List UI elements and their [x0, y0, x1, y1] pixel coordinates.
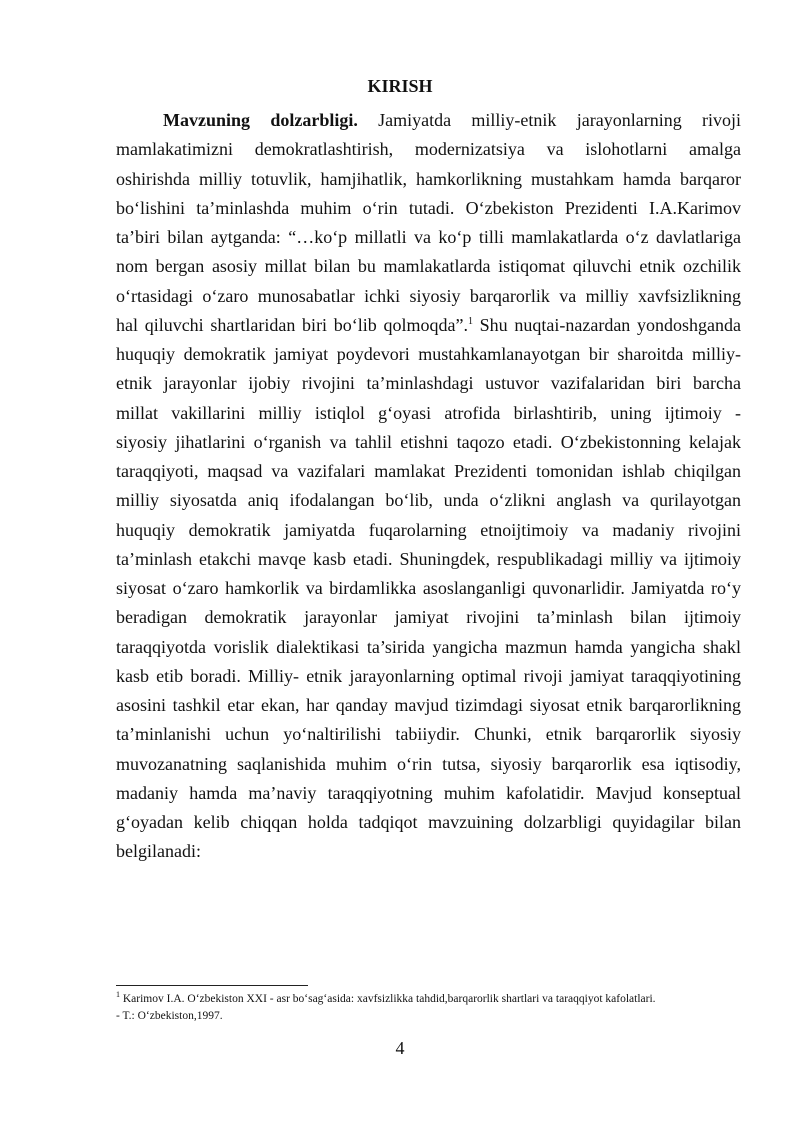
footnote: [116, 991, 746, 1025]
paragraph-line: ta’biri bilan aytganda: “…ko‘p millatli va ko‘p tilli mamlakatlarda o‘z davlatlariga: [116, 227, 741, 247]
paragraph-line: milliy siyosatda aniq ifodalangan bo‘lib, unda o‘zlikni anglash va qurilayotgan: [116, 490, 741, 511]
paragraph-line: muvozanatning saqlanishida muhim o‘rin tutsa, siyosiy barqarorlik esa iqtisodiy,: [116, 753, 741, 774]
footnote-marker: 1: [116, 990, 120, 1000]
page-number: 4: [395, 1038, 405, 1058]
footnote-reference[interactable]: 1: [467, 315, 473, 327]
paragraph-line: Mavzuning dolzarbligi. Jamiyatda milliy-etnik jarayonlarning rivoji: [163, 110, 741, 130]
paragraph-line: beradigan demokratik jarayonlar jamiyat rivojini ta’minlash bilan ijtimoiy: [116, 607, 741, 628]
footnote-line: - T.: O‘zbekiston,1997.: [116, 1010, 223, 1022]
paragraph-line: huquqiy demokratik jamiyatda fuqarolarning etnoijtimoiy va madaniy rivojini: [116, 519, 741, 540]
paragraph-line: ta’minlash etakchi mavqe kasb etadi. Shuningdek, respublikadagi milliy va ijtimoiy: [116, 548, 741, 569]
paragraph-line: bo‘lishini ta’minlashda muhim o‘rin tutadi. O‘zbekiston Prezidenti I.A.Karimov: [116, 197, 741, 218]
paragraph-line: belgilanadi:: [116, 841, 201, 862]
footnote-line: $^1$ Karimov I.A. O‘zbekiston XXI - asr bo‘sag‘asida: xavfsizlikka tahdid,barqarorlik shartlari va taraqqiyot kafolatlari.: [116, 990, 656, 1005]
paragraph-line: hal qiluvchi shartlaridan biri bo‘lib qolmoqda”.$^1$ Shu nuqtai-nazardan yondoshganda: [116, 314, 741, 335]
paragraph-line: siyosat o‘zaro hamkorlik va birdamlikka asoslanganligi quvonarlidir. Jamiyatda ro‘y: [116, 578, 741, 598]
paragraph-line: nom bergan asosiy millat bilan bu mamlakatlarda istiqomat qiluvchi etnik ozchilik: [116, 256, 741, 277]
paragraph-line: madaniy hamda ma’naviy taraqqiyotning muhim kafolatidir. Mavjud konseptual: [116, 782, 741, 803]
paragraph-line: kasb etib boradi. Milliy- etnik jarayonlarning optimal rivoji jamiyat taraqqiyotining: [116, 665, 741, 686]
paragraph-line: mamlakatimizni demokratlashtirish, modernizatsiya va islohotlarni amalga: [116, 139, 741, 160]
section-title: KIRISH: [367, 76, 433, 96]
paragraph-line: millat vakillarini milliy istiqlol g‘oyasi atrofida birlashtirib, uning ijtimoiy -: [116, 402, 741, 423]
paragraph-line: o‘rtasidagi o‘zaro munosabatlar ichki siyosiy barqarorlik va milliy xavfsizlikning: [116, 285, 741, 306]
paragraph-line: asosini tashkil etar ekan, har qanday mavjud tizimdagi siyosat etnik barqarorlikning: [116, 695, 741, 715]
lead-heading: Mavzuning dolzarbligi.: [163, 110, 358, 130]
paragraph-line: taraqqiyotda vorislik dialektikasi ta’sirida yangicha mazmun hamda yangicha shakl: [116, 636, 741, 657]
paragraph-line: taraqqiyoti, maqsad va vazifalari mamlakat Prezidenti tomonidan ishlab chiqilgan: [116, 461, 741, 481]
paragraph-line: etnik jarayonlar ijobiy rivojini ta’minlashdagi ustuvor vazifalaridan biri barcha: [116, 373, 741, 394]
body-paragraph: [116, 106, 741, 867]
paragraph-line: oshirishda milliy totuvlik, hamjihatlik, hamkorlikning mustahkam hamda barqaror: [116, 168, 741, 189]
paragraph-line: g‘oyadan kelib chiqqan holda tadqiqot mavzuining dolzarbligi quyidagilar bilan: [116, 812, 741, 832]
paragraph-line: siyosiy jihatlarini o‘rganish va tahlil etishni taqozo etadi. O‘zbekistonning kelajak: [116, 431, 741, 452]
paragraph-line: ta’minlanishi uchun yo‘naltirilishi tabiiydir. Chunki, etnik barqarorlik siyosiy: [116, 724, 741, 745]
paragraph-line: huquqiy demokratik jamiyat poydevori mustahkamlanayotgan bir sharoitda milliy-: [116, 344, 741, 364]
footnote-separator: [116, 985, 308, 986]
